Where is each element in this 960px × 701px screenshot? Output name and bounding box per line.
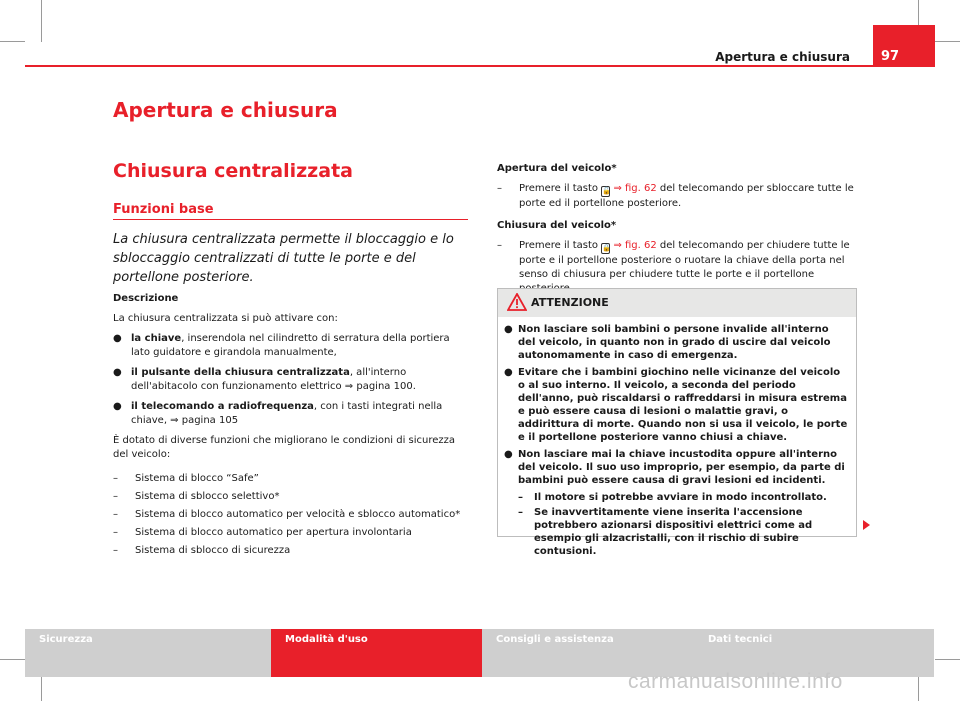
chapter-title: Apertura e chiusura — [113, 98, 338, 122]
list-item — [113, 332, 468, 360]
figure-link[interactable]: ⇒ fig. 62 — [613, 183, 657, 194]
bullet-bold: la chiave — [131, 333, 182, 344]
list-item: – Premere il tasto 🔒 ⇒ fig. 62 del telecomando per chiudere tutte le porte e il portellone posteriore o ruotare la chiave della porta nel senso di chiusura per chiudere tutte le porte e il portellone — [497, 239, 854, 296]
bullet-icon: ● — [113, 333, 122, 344]
warning-subtext: Il motore si potrebbe avviare in modo incontrollato. — [534, 492, 827, 503]
warning-box — [497, 288, 857, 557]
crop-mark — [935, 41, 960, 42]
left-column — [113, 292, 468, 562]
bullet-icon: ● — [113, 367, 122, 378]
list-item: – Sistema di blocco “Safe” — [113, 473, 259, 484]
crop-mark — [935, 659, 960, 660]
footer-tab-consigli[interactable]: Consigli e assistenza — [482, 629, 694, 677]
feature-text: Sistema di blocco automatico per velocità e sblocco automatico* — [135, 509, 461, 520]
list-item — [504, 448, 848, 487]
bullet-icon: ● — [504, 367, 513, 378]
warning-text: Non lasciare soli bambini o persone invalide all'interno del veicolo, in quanto non in grado di uscire dal veicolo autonomamente in caso di emergenza. — [518, 324, 831, 361]
right-column — [497, 162, 854, 300]
open-heading: Apertura del veicolo* — [497, 163, 617, 174]
unlock-key-icon: 🔓 — [602, 187, 611, 195]
close-pre: Premere il tasto — [519, 240, 599, 251]
warning-triangle-icon — [507, 293, 527, 311]
watermark: carmanualsonline.info — [628, 670, 843, 693]
list-item — [113, 400, 468, 428]
feature-text: Sistema di sblocco selettivo* — [135, 491, 280, 502]
bullet-text: , all'interno dell'abitacolo con funzionamento elettrico ⇒ pagina 100. — [131, 367, 416, 392]
list-item: – Il motore si potrebbe avviare in modo incontrollato. — [518, 492, 827, 503]
features-intro: È dotato di diverse funzioni che migliorano le condizioni di sicurezza del veicolo: — [113, 435, 456, 460]
bullet-text: , inserendola nel cilindretto di serratura della portiera lato guidatore e girandola manualmente, — [131, 333, 450, 358]
feature-text: Sistema di sblocco di sicurezza — [135, 545, 291, 556]
continue-arrow-icon — [863, 520, 870, 530]
list-item: – Sistema di sblocco selettivo* — [113, 491, 280, 502]
warning-header — [498, 289, 856, 317]
feature-text: Sistema di blocco “Safe” — [135, 473, 259, 484]
bullet-icon: ● — [504, 324, 513, 335]
warning-text: Non lasciare mai la chiave incustodita oppure all'interno del veicolo. Il suo uso improprio, per esempio, da parte di bambini può essere causa di gravi lesioni ed incidenti. — [518, 449, 845, 486]
list-item: – Se inavvertitamente viene inserita l'accensione potrebbero azionarsi dispositivi elettrici come ad esempio gli alzacristalli, con il rischio di subire contusioni. — [504, 506, 848, 558]
subsection-title: Funzioni base — [113, 202, 214, 217]
bullet-icon: ● — [113, 401, 122, 412]
open-pre: Premere il tasto — [519, 183, 599, 194]
bullet-bold: il pulsante della chiusura centralizzata — [131, 367, 350, 378]
feature-text: Sistema di blocco automatico per apertura involontaria — [135, 527, 412, 538]
bullet-text: , con i tasti integrati nella chiave, ⇒ pagina 105 — [131, 401, 443, 426]
page-number: 97 — [873, 25, 935, 67]
bullet-bold: il telecomando a radiofrequenza — [131, 401, 314, 412]
footer-tab-dati-tecnici[interactable]: Dati tecnici — [694, 629, 934, 677]
warning-text: Evitare che i bambini giochino nelle vicinanze del veicolo o al suo interno. Il veicolo, a seconda del periodo dell'anno, può riscaldarsi o raffreddarsi in misura estrema e può essere causa di lesioni o malattie gravi, o addirittura di morte. Quando non si usa il veicolo, le porte e il portellone posteriore vanno chiusi a chiave. — [518, 367, 848, 443]
warning-title: ATTENZIONE — [531, 296, 609, 309]
footer-tab-sicurezza[interactable]: Sicurezza — [25, 629, 271, 677]
header-rule — [25, 65, 873, 67]
list-item: – Sistema di blocco automatico per velocità e sblocco automatico* — [113, 509, 461, 520]
list-item — [504, 323, 848, 362]
description-heading: Descrizione — [113, 293, 179, 304]
close-heading: Chiusura del veicolo* — [497, 220, 617, 231]
footer-tab-modalita-uso[interactable]: Modalità d'uso — [271, 629, 482, 677]
warning-body — [498, 317, 856, 558]
close-post: del telecomando per chiudere tutte le porte e il portellone posteriore o ruotare la chiave della porta nel senso di chiusura per chiudere tutte le porte e il portellone — [519, 240, 850, 280]
intro-paragraph: La chiusura centralizzata permette il bloccaggio e lo sbloccaggio centralizzati di tutte le porte e del portellone posteriore. — [113, 232, 454, 285]
figure-link[interactable]: ⇒ fig. 62 — [613, 240, 657, 251]
section-title: Chiusura centralizzata — [113, 160, 353, 182]
crop-mark — [0, 659, 25, 660]
list-item — [113, 366, 468, 394]
subsection-rule — [113, 219, 468, 220]
list-item — [504, 366, 848, 444]
list-item: – Premere il tasto 🔓 ⇒ fig. 62 del telecomando per sbloccare tutte le porte ed il portellone posteriore. — [497, 183, 854, 209]
list-item: – Sistema di sblocco di sicurezza — [113, 545, 291, 556]
bullet-icon: ● — [504, 449, 513, 460]
crop-mark — [41, 0, 42, 42]
open-post: del telecomando per sbloccare tutte le porte ed il portellone posteriore. — [519, 183, 854, 209]
warning-subtext: Se inavvertitamente viene inserita l'accensione potrebbero azionarsi dispositivi elettrici come ad esempio gli alzacristalli, con il rischio di subire contusioni. — [534, 507, 813, 557]
lock-key-icon: 🔒 — [602, 244, 611, 252]
description-intro: La chiusura centralizzata si può attivare con: — [113, 313, 338, 324]
running-header-title: Apertura e chiusura — [715, 50, 850, 64]
list-item: – Sistema di blocco automatico per apertura involontaria — [113, 527, 412, 538]
crop-mark — [0, 41, 25, 42]
